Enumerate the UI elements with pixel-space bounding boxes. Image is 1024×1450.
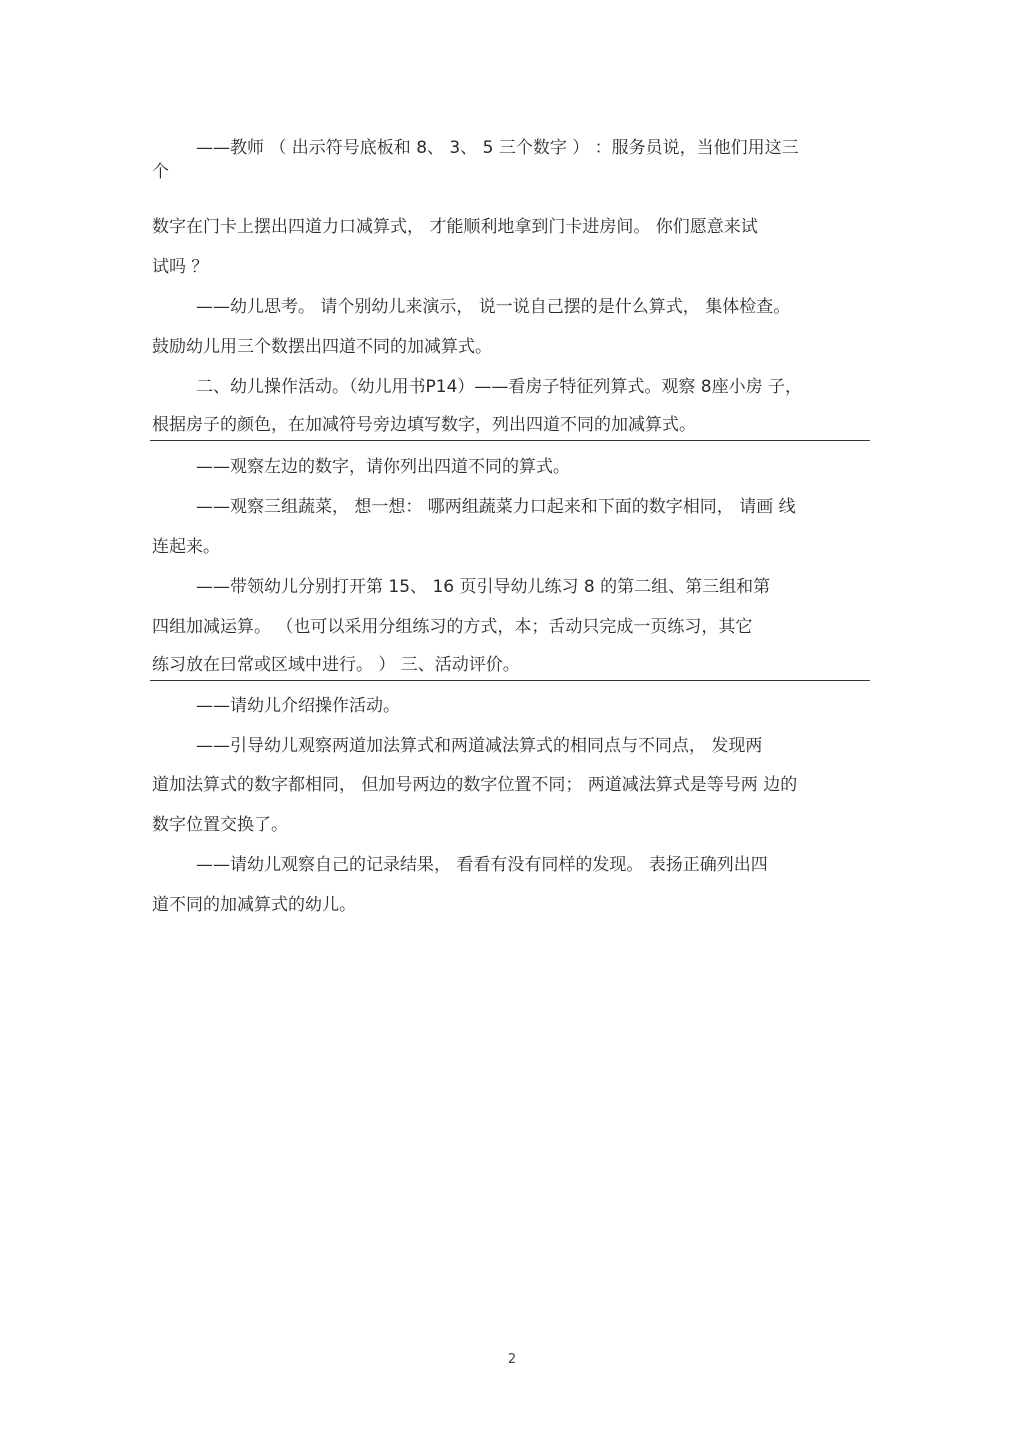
text-line: 四组加减运算。 （也可以采用分组练习的方式，本；舌动只完成一页练习，其它 — [152, 617, 753, 637]
text-line: 鼓励幼儿用三个数摆出四道不同的加减算式。 — [152, 337, 492, 357]
text-line: ——观察三组蔬菜， 想一想： 哪两组蔬菜力口起来和下面的数字相同， 请画 线 — [196, 497, 796, 517]
text-line: 数字在门卡上摆出四道力口减算式， 才能顺利地拿到门卡进房间。 你们愿意来试 — [152, 217, 758, 237]
text-line: ——请幼儿介绍操作活动。 — [196, 696, 400, 716]
page-number: 2 — [507, 1352, 517, 1367]
text-line: 练习放在曰常或区域中进行。 ） 三、活动评价。 — [152, 655, 520, 675]
text-line: 根据房子的颜色，在加减符号旁边填写数字，列出四道不同的加减算式。 — [152, 415, 696, 435]
text-line: 试吗 ？ — [152, 257, 209, 277]
text-line: 个 — [152, 162, 169, 182]
text-line: ——引导幼儿观察两道加法算式和两道减法算式的相同点与不同点， 发现两 — [196, 736, 763, 756]
text-line: 二、幼儿操作活动。（幼儿用书P14）——看房子特征列算式。观察 8座小房 子， — [196, 377, 803, 397]
text-line: ——请幼儿观察自己的记录结果， 看看有没有同样的发现。 表扬正确列出四 — [196, 855, 768, 875]
text-line: 连起来。 — [152, 537, 220, 557]
text-line: 数字位置交换了。 — [152, 815, 288, 835]
text-line: ——带领幼儿分别打开第 15、 16 页引导幼儿练习 8 的第二组、第三组和第 — [196, 577, 771, 597]
text-line: ——教师 （ 出示符号底板和 8、 3、 5 三个数字 ） ：服务员说，当他们用这三 — [196, 138, 799, 158]
text-line: ——观察左边的数字，请你列出四道不同的算式。 — [196, 457, 570, 477]
text-line: 道不同的加减算式的幼儿。 — [152, 895, 356, 915]
divider-rule — [150, 440, 870, 441]
text-line: 道加法算式的数字都相同， 但加号两边的数字位置不同； 两道减法算式是等号两 边的 — [152, 775, 798, 795]
divider-rule — [150, 680, 870, 681]
text-line: ——幼儿思考。 请个别幼儿来演示， 说一说自己摆的是什么算式， 集体检查。 — [196, 297, 791, 317]
